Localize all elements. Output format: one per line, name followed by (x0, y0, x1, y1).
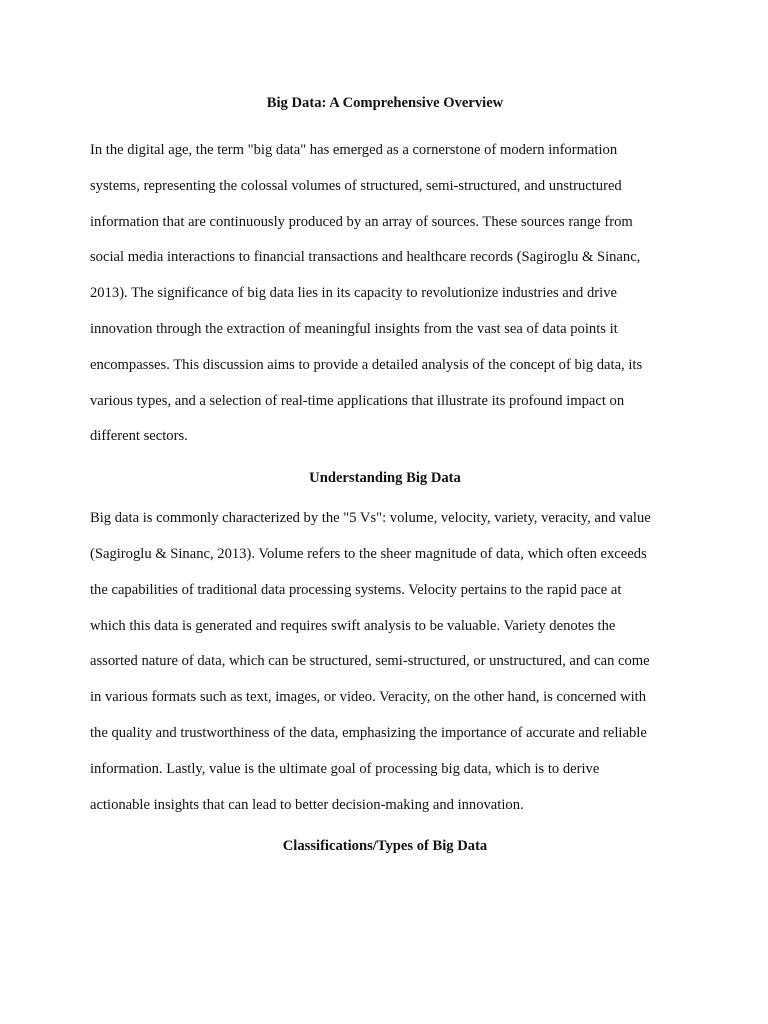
paragraph-line: information that are continuously produced by an array of sources. These sources range from (90, 213, 633, 230)
paragraph-line: different sectors. (90, 428, 188, 445)
paragraph-line: (Sagiroglu & Sinanc, 2013). Volume refers to the sheer magnitude of data, which often exceeds (90, 545, 647, 562)
paragraph-line: social media interactions to financial transactions and healthcare records (Sagiroglu & Sinanc, (90, 249, 641, 266)
section-heading-understanding: Understanding Big Data (309, 470, 461, 487)
paragraph-line: Big data is commonly characterized by the "5 Vs": volume, velocity, variety, veracity, and value (90, 510, 651, 527)
intro-paragraph (90, 133, 680, 455)
document-title: Big Data: A Comprehensive Overview (266, 95, 504, 111)
paragraph-line: encompasses. This discussion aims to provide a detailed analysis of the concept of big data, its (90, 356, 643, 373)
paragraph-line: In the digital age, the term "big data" has emerged as a cornerstone of modern information (90, 142, 618, 158)
document-body (90, 88, 680, 869)
paragraph-line: 2013). The significance of big data lies in its capacity to revolutionize industries and drive (90, 285, 617, 302)
paragraph-line: information. Lastly, value is the ultimate goal of processing big data, which is to derive (90, 760, 600, 777)
paragraph-line: assorted nature of data, which can be structured, semi-structured, or unstructured, and can come (90, 653, 650, 670)
paragraph-line: the quality and trustworthiness of the data, emphasizing the importance of accurate and reliable (90, 724, 647, 741)
paragraph-line: innovation through the extraction of meaningful insights from the vast sea of data points it (90, 320, 618, 337)
paragraph-line: in various formats such as text, images, or video. Veracity, on the other hand, is concerned with (90, 689, 647, 706)
paragraph-line: the capabilities of traditional data processing systems. Velocity pertains to the rapid pace at (90, 581, 622, 598)
paragraph-line: systems, representing the colossal volumes of structured, semi-structured, and unstructured (90, 177, 622, 194)
section-heading-classifications: Classifications/Types of Big Data (282, 838, 488, 855)
paragraph-line: various types, and a selection of real-time applications that illustrate its profound impact on (90, 392, 625, 409)
paragraph-line: which this data is generated and requires swift analysis to be valuable. Variety denotes the (90, 617, 616, 634)
understanding-paragraph (90, 501, 680, 823)
paragraph-line: actionable insights that can lead to better decision-making and innovation. (90, 796, 524, 813)
